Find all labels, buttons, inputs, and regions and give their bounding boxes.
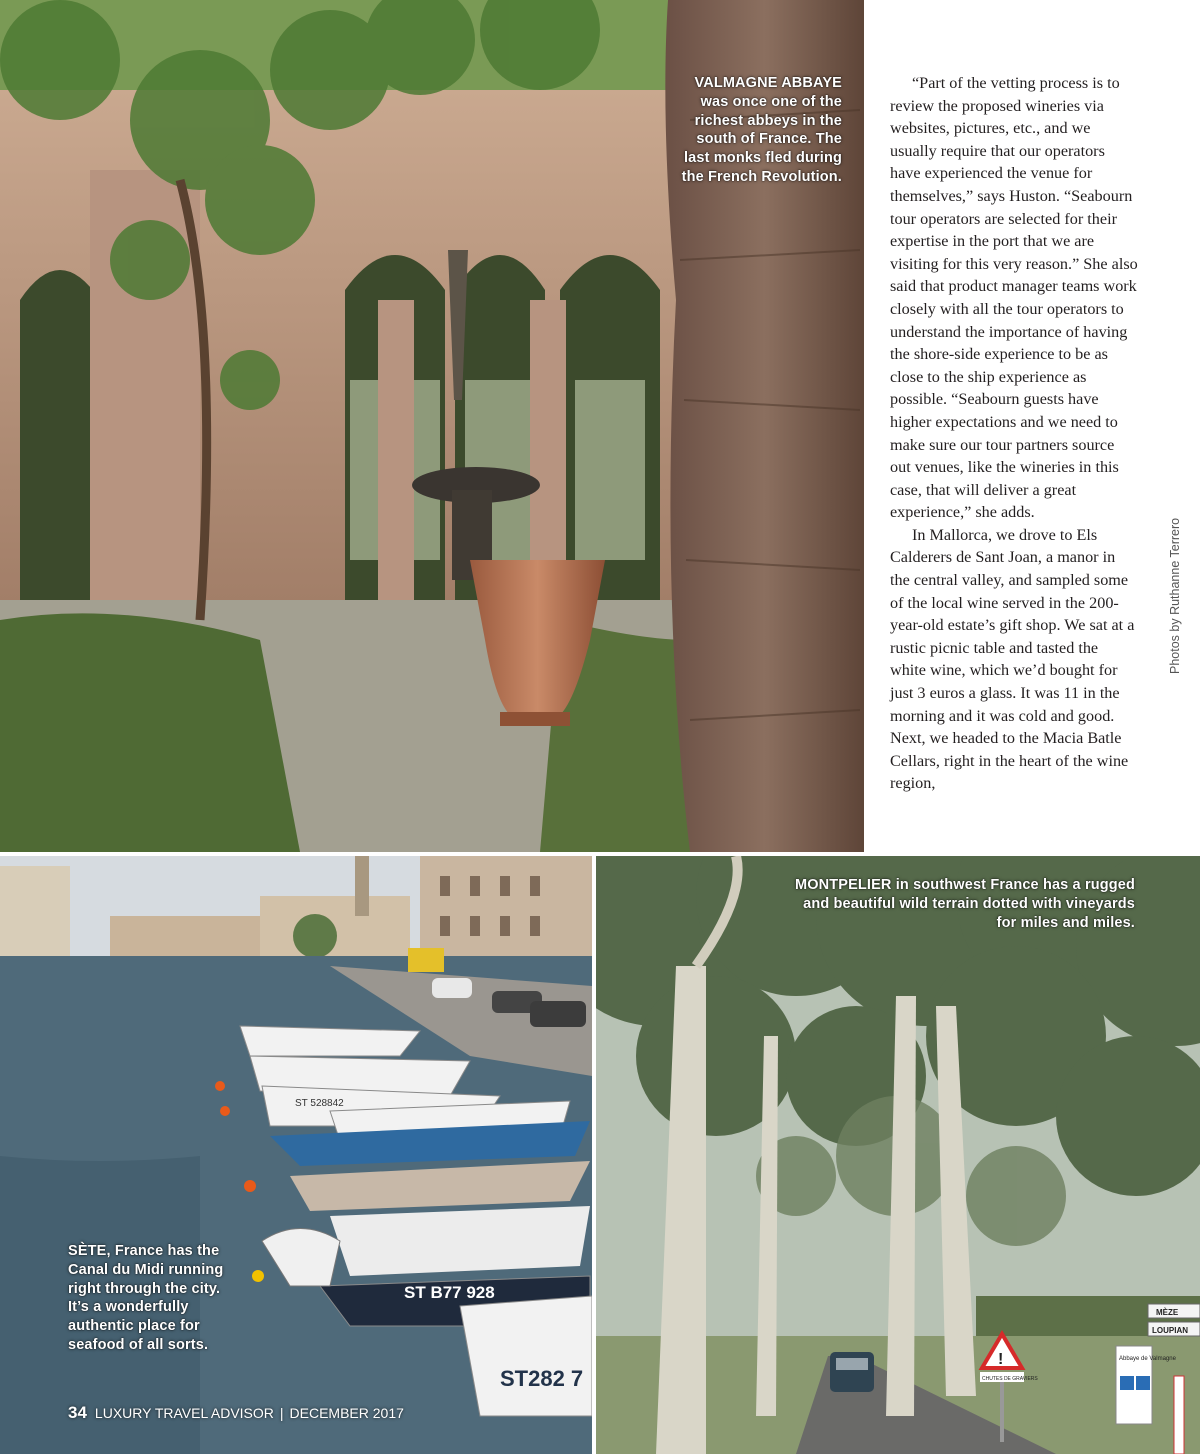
- montpelier-caption: [790, 876, 1135, 932]
- montpelier-caption-lead: MONTPELIER: [794, 877, 892, 893]
- sete-canal-photo: [0, 856, 592, 1454]
- sete-caption-lead: SÈTE,: [68, 1243, 111, 1259]
- photo-credit: Photos by Ruthanne Terrero: [1168, 517, 1182, 674]
- boat-registration: ST282 7: [500, 1366, 584, 1391]
- article-paragraph: In Mallorca, we drove to Els Calderers de Sant Joan, a manor in the central valley, and sampled some of the local wine served in the 200-year-old estate’s gift shop. We sat at a rustic picnic table and tasted the white wine, which we’d bought for just 3 euros a glass. It was 11 in the morning and it was cold and good. Next, we headed to the Macia Batle Cellars, right in the heart of the wine region,: [890, 525, 1135, 793]
- montpelier-caption-text: in southwest France has a rugged and beautiful wild terrain dotted with vineyards for miles and miles.: [803, 877, 1135, 931]
- footer-separator: |: [279, 1405, 284, 1421]
- abbey-caption-text: was once one of the richest abbeys in the south of France. The last monks fled during the French Revolution.: [681, 93, 842, 185]
- publication-name: LUXURY TRAVEL ADVISOR: [94, 1405, 274, 1421]
- issue-date: DECEMBER 2017: [289, 1405, 404, 1421]
- svg-text:!: !: [998, 1351, 1004, 1368]
- canal-illustration: [0, 856, 592, 1454]
- road-sign-text: Abbaye de Valmagne: [1119, 1356, 1176, 1362]
- article-paragraph: “Part of the vetting process is to review the proposed wineries via websites, pictures, etc., and we usually require that our operators have experienced the venue for themselves,” says Huston. “Seabourn tour operators are selected for their expertise in the port that we are visiting for this very reason.” She also said that product manager teams work closely with all the tour operators to understand the importance of having the shore-side experience to be as close to the ship experience as possible. “Seabourn guests have higher expectations and we need to make sure our tour partners source out venues, like the wineries in this case, that will deliver a great experience,” she adds.: [890, 74, 1138, 522]
- page-number: 34: [68, 1403, 87, 1422]
- abbey-photo: [0, 0, 864, 852]
- article-column: [890, 72, 1138, 795]
- abbey-caption: [680, 74, 842, 187]
- road-illustration: [596, 856, 1200, 1454]
- abbey-caption-lead: VALMAGNE ABBAYE: [694, 75, 842, 91]
- sete-caption: [68, 1242, 228, 1355]
- road-sign-text: CHUTES DE GRAVIERS: [982, 1376, 1038, 1382]
- road-sign-text: LOUPIAN: [1152, 1326, 1188, 1335]
- sete-caption-text: France has the Canal du Midi running right through the city. It’s a wonderfully authentic place for seafood of all sorts.: [68, 1243, 224, 1353]
- page-footer: [68, 1403, 404, 1423]
- road-sign-text: MÈZE: [1156, 1308, 1179, 1317]
- montpelier-road-photo: [596, 856, 1200, 1454]
- boat-registration: ST 528842: [295, 1098, 344, 1109]
- boat-registration: ST B77 928: [404, 1283, 495, 1302]
